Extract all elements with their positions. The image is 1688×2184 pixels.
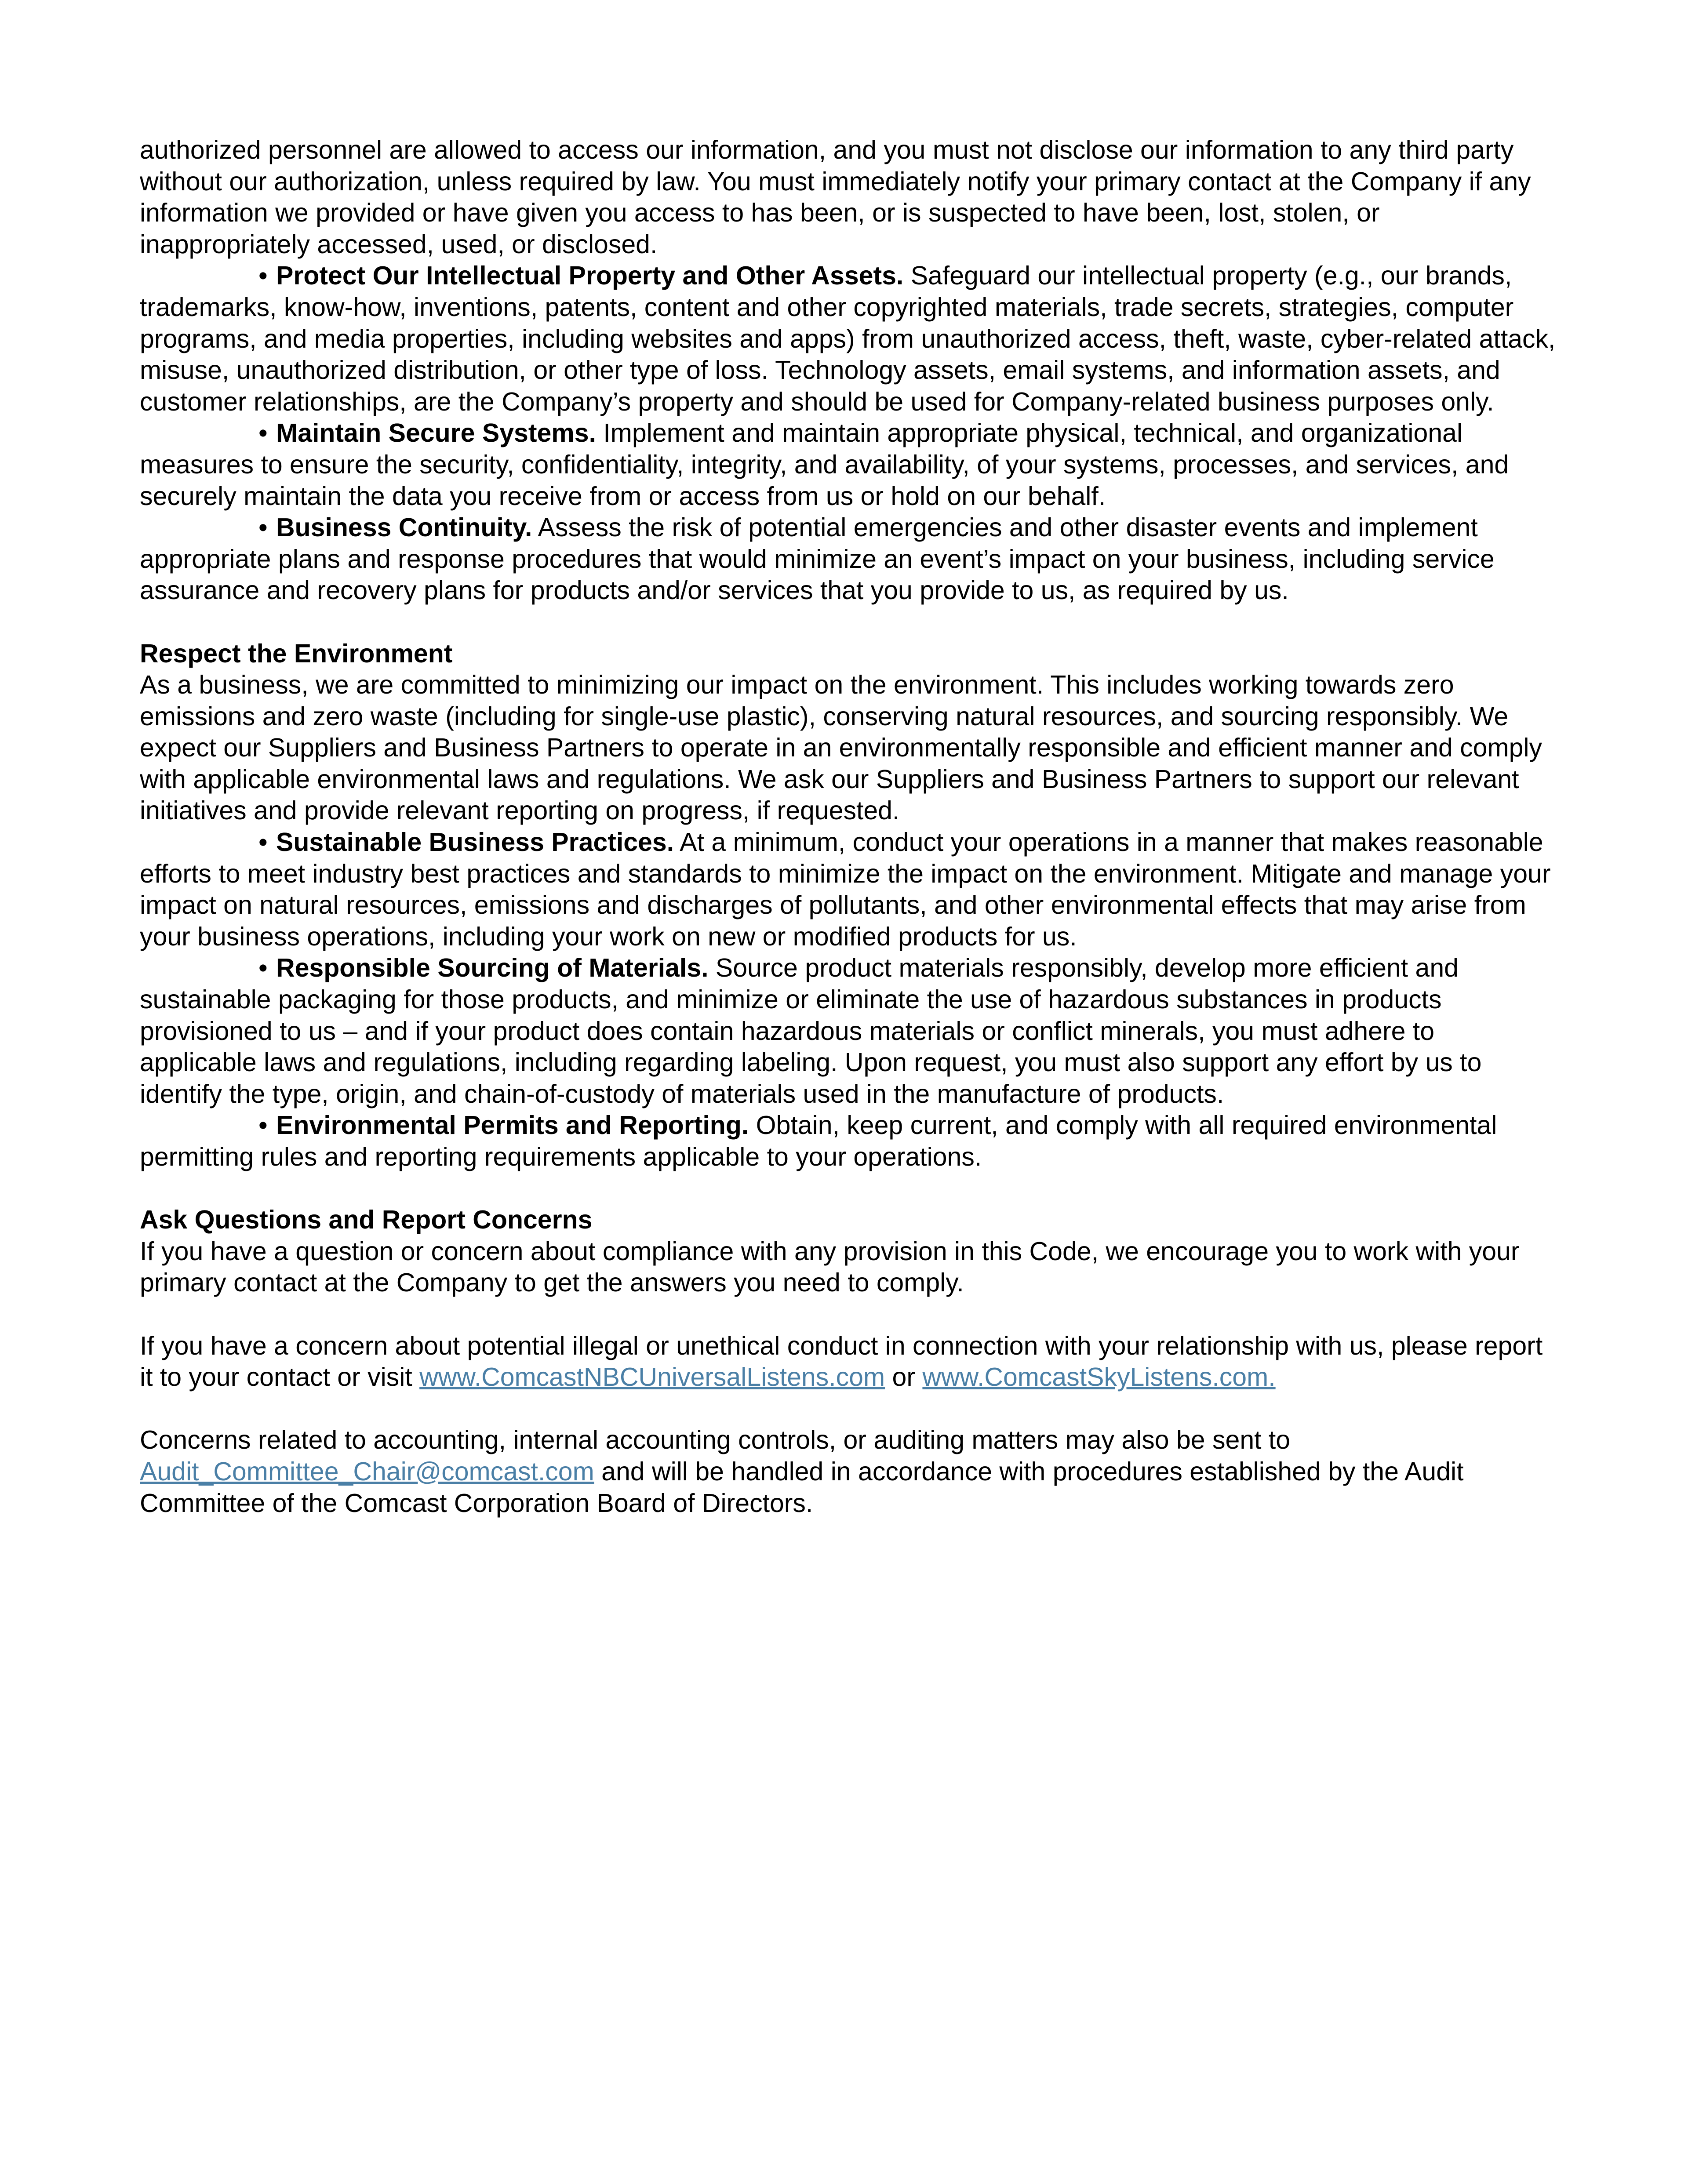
bullet-protect-ip <box>140 260 1556 418</box>
bullet-sustainable-practices <box>140 827 1556 952</box>
bullet-text: Obtain, keep current, and comply with all required environmental permitting rules and reporting requirements applicable to your operations. <box>140 1111 1497 1171</box>
intro-paragraph: authorized personnel are allowed to access our information, and you must not disclose our information to any third party without our authorization, unless required by law. You must immediately notify your primary contact at the Company if any information we provided or have given you access to has been, or is suspected to have been, lost, stolen, or inappropriately accessed, used, or disclosed. <box>140 135 1531 259</box>
bullet-marker: • <box>258 418 268 448</box>
spacer <box>140 607 1556 638</box>
spacer <box>140 1393 1556 1425</box>
section-heading-questions: Ask Questions and Report Concerns <box>140 1205 593 1235</box>
bullet-text: Source product materials responsibly, develop more efficient and sustainable packaging for those products, and minimize or eliminate the use of hazardous substances in products provisioned to us – and if your product does contain hazardous materials or conflict minerals, you must adhere to applicable laws and regulations, including regarding labeling. Upon request, you must also support any effort by us to identify the type, origin, and chain-of-custody of materials used in the manufacture of products. <box>140 953 1482 1108</box>
report-text: If you have a concern about potential illegal or unethical conduct in connection with your relationship with us, please report it to your contact or visit <box>140 1331 1543 1392</box>
report-concern-paragraph <box>140 1330 1556 1393</box>
audit-paragraph <box>140 1425 1556 1519</box>
bullet-marker: • <box>258 513 268 542</box>
bullet-marker: • <box>258 261 268 291</box>
sky-listens-link[interactable]: www.ComcastSkyListens.com. <box>922 1363 1276 1392</box>
bullet-responsible-sourcing <box>140 952 1556 1110</box>
spacer <box>140 1173 1556 1205</box>
environment-paragraph: As a business, we are committed to minimizing our impact on the environment. This includes working towards zero emissions and zero waste (including for single-use plastic), conserving natural resources, and sourcing responsibly. We expect our Suppliers and Business Partners to operate in an environmentally responsible and efficient manner and comply with applicable environmental laws and regulations. We ask our Suppliers and Business Partners to support our relevant initiatives and provide relevant reporting on progress, if requested. <box>140 670 1542 825</box>
audit-tail-text: and will be handled in accordance with procedures established by the Audit Committee of the Comcast Corporation Board of Directors. <box>140 1457 1464 1518</box>
bullet-text: Implement and maintain appropriate physical, technical, and organizational measures to ensure the security, confidentiality, integrity, and availability, of your systems, processes, and services, and securely maintain the data you receive from or access from us or hold on our behalf. <box>140 418 1509 511</box>
bullet-environmental-permits <box>140 1110 1556 1173</box>
bullet-lead: Business Continuity. <box>276 513 532 542</box>
audit-text: Concerns related to accounting, internal accounting controls, or auditing matters may also be sent to <box>140 1425 1291 1455</box>
or-text: or <box>885 1363 923 1392</box>
bullet-text: At a minimum, conduct your operations in a manner that makes reasonable efforts to meet industry best practices and standards to minimize the impact on the environment. Mitigate and manage your impact on natural resources, emissions and discharges of pollutants, and other environmental effects that may arise from your business operations, including your work on new or modified products for us. <box>140 828 1551 951</box>
bullet-business-continuity <box>140 512 1556 607</box>
bullet-lead: Protect Our Intellectual Property and Other Assets. <box>276 261 904 291</box>
bullet-lead: Sustainable Business Practices. <box>276 828 674 857</box>
bullet-text: Assess the risk of potential emergencies and other disaster events and implement appropriate plans and response procedures that would minimize an event’s impact on your business, including service assurance and recovery plans for products and/or services that you provide to us, as required by us. <box>140 513 1495 605</box>
bullet-marker: • <box>258 828 268 857</box>
bullet-text: Safeguard our intellectual property (e.g., our brands, trademarks, know-how, inventions, patents, content and other copyrighted materials, trade secrets, strategies, computer programs, and media properties, including websites and apps) from unauthorized access, theft, waste, cyber-related attack, misuse, unauthorized distribution, or other type of loss. Technology assets, email systems, and information assets, and customer relationships, are the Company’s property and should be used for Company-related business purposes only. <box>140 261 1556 416</box>
bullet-lead: Maintain Secure Systems. <box>276 418 596 448</box>
questions-paragraph: If you have a question or concern about compliance with any provision in this Code, we encourage you to work with your primary contact at the Company to get the answers you need to comply. <box>140 1236 1520 1297</box>
bullet-secure-systems <box>140 418 1556 512</box>
nbcu-listens-link[interactable]: www.ComcastNBCUniversalListens.com <box>419 1363 885 1392</box>
bullet-marker: • <box>258 953 268 983</box>
bullet-marker: • <box>258 1111 268 1140</box>
spacer <box>140 1299 1556 1330</box>
bullet-lead: Environmental Permits and Reporting. <box>276 1111 749 1140</box>
bullet-lead: Responsible Sourcing of Materials. <box>276 953 709 983</box>
section-heading-environment: Respect the Environment <box>140 639 453 668</box>
audit-email-link[interactable]: Audit_Committee_Chair@comcast.com <box>140 1457 594 1486</box>
